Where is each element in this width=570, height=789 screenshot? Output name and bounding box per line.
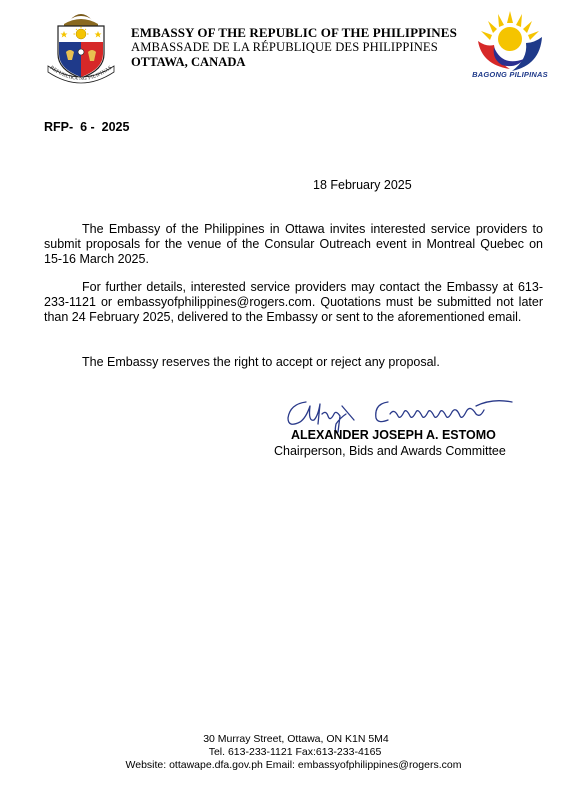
footer-website-email: Website: ottawape.dfa.gov.ph Email: embassyofphilippines@rogers.com bbox=[125, 759, 462, 771]
letter-date: 18 February 2025 bbox=[313, 178, 412, 192]
signer-title: Chairperson, Bids and Awards Committee bbox=[274, 444, 506, 458]
paragraph-invitation: The Embassy of the Philippines in Ottawa invites interested service providers to submit proposals for the venue of the Consular Outreach event in Montreal Quebec on 15-16 March 2025. bbox=[44, 222, 543, 266]
footer-phone-fax: Tel. 613-233-1121 Fax:613-233-4165 bbox=[208, 746, 382, 758]
bagong-pilipinas-logo-icon bbox=[472, 7, 548, 77]
footer bbox=[0, 733, 570, 772]
footer-address: 30 Murray Street, Ottawa, ON K1N 5M4 bbox=[203, 733, 389, 745]
reference-number: RFP- 6 - 2025 bbox=[44, 120, 130, 134]
embassy-location: OTTAWA, CANADA bbox=[131, 55, 246, 69]
paragraph-contact-details: For further details, interested service providers may contact the Embassy at 613-233-1121 or embassyofphilippines@rogers.com. Quotations must be submitted not later than 24 February 2025, delivered to the Embassy or sent to the aforementioned email. bbox=[44, 280, 543, 324]
philippine-seal-icon bbox=[42, 6, 120, 86]
paragraph-reservation: The Embassy reserves the right to accept or reject any proposal. bbox=[82, 355, 440, 369]
bagong-pilipinas-label: BAGONG PILIPINAS bbox=[472, 70, 548, 79]
embassy-name-french: AMBASSADE DE LA RÉPUBLIQUE DES PHILIPPINES bbox=[131, 40, 438, 54]
seal-text: REPUBLIKA NG PILIPINAS bbox=[48, 64, 114, 83]
embassy-name-english: EMBASSY OF THE REPUBLIC OF THE PHILIPPINES bbox=[131, 25, 457, 40]
letterhead bbox=[131, 25, 457, 70]
signer-name: ALEXANDER JOSEPH A. ESTOMO bbox=[291, 428, 496, 442]
